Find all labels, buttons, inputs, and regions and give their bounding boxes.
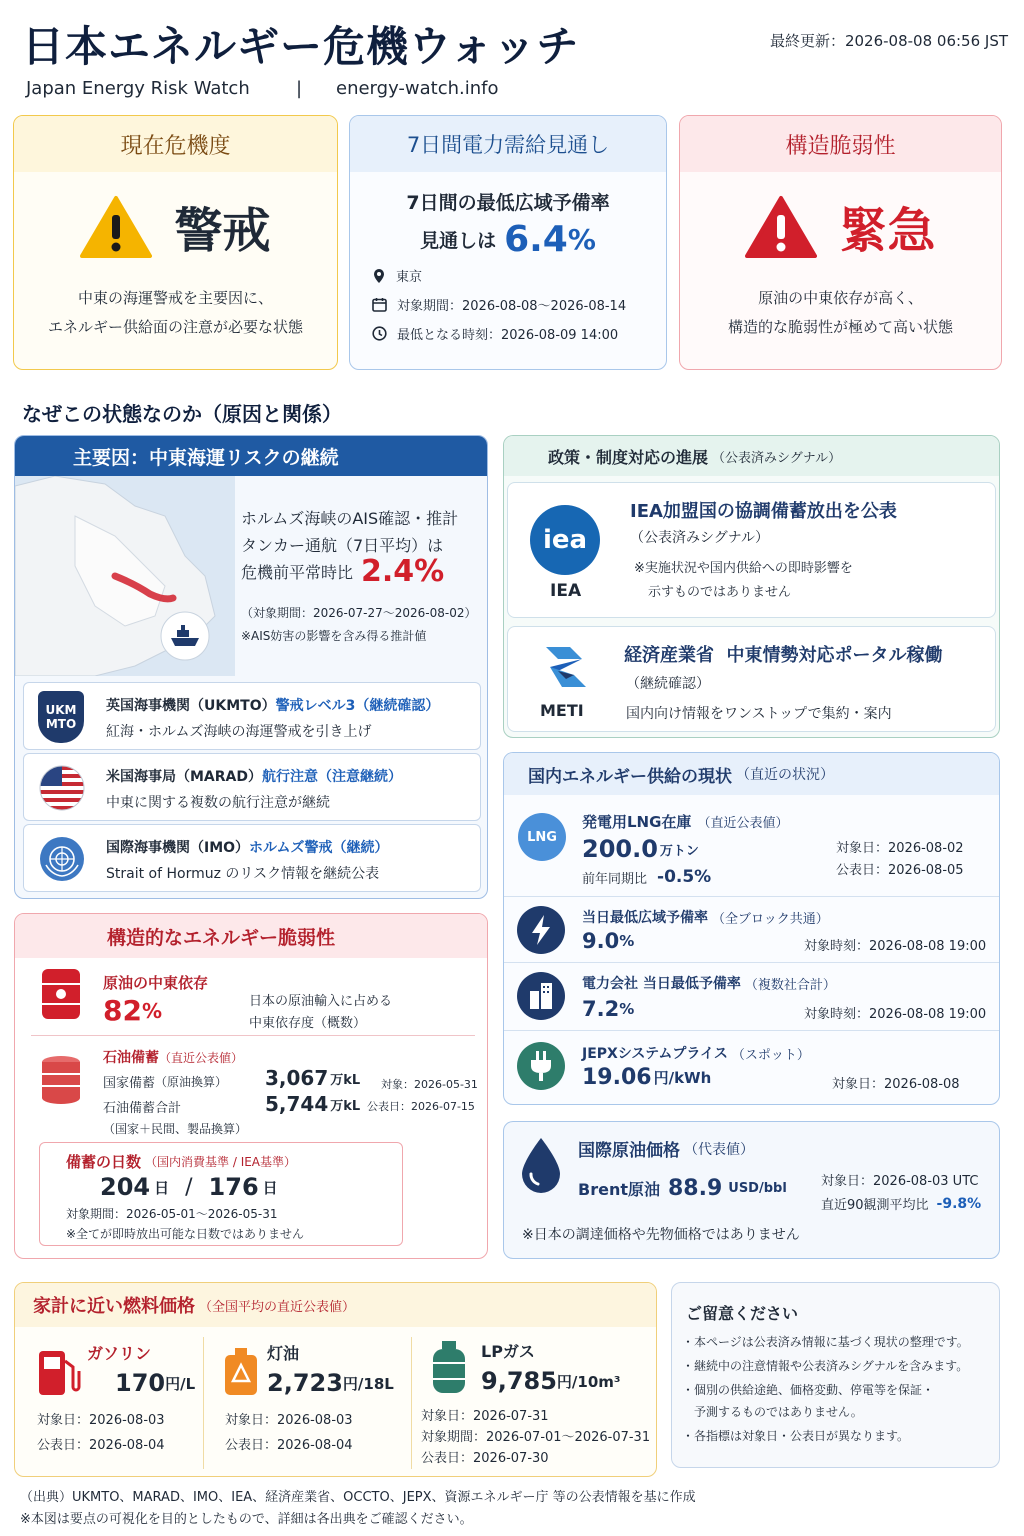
kerosene-can-icon bbox=[221, 1345, 261, 1397]
supply-period: 対象期間：2026-08-08〜2026-08-14 bbox=[397, 299, 627, 314]
reserve-days-note: （国内消費基準 / IEA基準） bbox=[145, 1155, 297, 1169]
reserve-days-unit-1: 日 bbox=[154, 1178, 170, 1197]
lp-gas-unit: 円/10m³ bbox=[556, 1372, 621, 1391]
notice-item-1: ・本ページは公表済み情報に基づく現状の整理です。 bbox=[682, 1335, 969, 1349]
domestic-header bbox=[504, 753, 999, 795]
meti-subtitle: （継続確認） bbox=[626, 676, 710, 692]
calendar-icon bbox=[372, 297, 387, 312]
brent-target-date: 対象日：2026-08-03 UTC bbox=[821, 1174, 979, 1189]
crude-price-panel bbox=[503, 1121, 1000, 1259]
page-subtitle: Japan Energy Risk Watch bbox=[26, 78, 250, 99]
alert-org-ukmto: 英国海事機関（UKMTO） bbox=[106, 698, 276, 714]
kerosene-value: 2,723 bbox=[267, 1369, 343, 1397]
reserve-days-label: 備蓄の日数 bbox=[66, 1153, 142, 1171]
notice-item-5: ・各指標は対象日・公表日が異なります。 bbox=[682, 1429, 910, 1443]
brent-avg-label: 直近90観測平均比 bbox=[821, 1198, 929, 1213]
supply-outlook-card bbox=[349, 115, 667, 370]
footer-note: ※本図は要点の可視化を目的としたもので、詳細は各出典をご確認ください。 bbox=[20, 1512, 473, 1527]
alert-item-marad[interactable] bbox=[23, 753, 481, 821]
main-factor-panel bbox=[14, 435, 488, 899]
meti-name: METI bbox=[540, 701, 584, 720]
wide-area-reserve-row bbox=[504, 897, 1000, 963]
dependence-desc-2: 中東依存度（概数） bbox=[249, 1016, 367, 1031]
reserve-days-box bbox=[39, 1142, 403, 1246]
jepx-unit: 円/kWh bbox=[653, 1069, 712, 1087]
lightning-icon bbox=[516, 905, 566, 955]
domestic-title-note: （直近の状況） bbox=[736, 767, 834, 783]
fuel-price-panel bbox=[14, 1282, 657, 1477]
national-reserve-label: 国家備蓄 bbox=[103, 1076, 156, 1091]
un-emblem-icon bbox=[38, 835, 86, 883]
lp-gas-period: 対象期間：2026-07-01〜2026-07-31 bbox=[421, 1430, 651, 1445]
reserve-label: 石油備蓄 bbox=[103, 1050, 159, 1066]
plug-icon bbox=[516, 1041, 566, 1091]
ship-icon bbox=[161, 612, 209, 660]
reserve-target-date: 対象：2026-05-31 bbox=[381, 1078, 478, 1091]
brent-unit: USD/bbl bbox=[728, 1181, 787, 1196]
lp-gas-value: 9,785 bbox=[481, 1367, 557, 1395]
why-heading: なぜこの状態なのか（原因と関係） bbox=[22, 402, 342, 426]
brent-avg-value: -9.8% bbox=[936, 1195, 982, 1212]
iea-subtitle: （公表済みシグナル） bbox=[630, 530, 770, 546]
total-reserve-unit: 万kL bbox=[330, 1098, 361, 1114]
alert-org-marad: 米国海事局（MARAD） bbox=[106, 769, 263, 785]
alert-status-imo: ホルムズ警戒（継続） bbox=[249, 840, 389, 856]
reserve-days-slash: / bbox=[185, 1174, 193, 1200]
lng-unit: 万トン bbox=[659, 843, 699, 859]
gasoline-name: ガソリン bbox=[87, 1344, 152, 1363]
footer-source: （出典）UKMTO、MARAD、IMO、IEA、経済産業省、OCCTO、JEPX、資源エネルギー庁 等の公表情報を基に作成 bbox=[20, 1490, 696, 1505]
policy-title-note: （公表済みシグナル） bbox=[712, 450, 842, 466]
alert-desc-ukmto: 紅海・ホルムズ海峡の海運警戒を引き上げ bbox=[106, 724, 372, 740]
iea-card[interactable] bbox=[507, 482, 996, 618]
supply-lowest-time: 最低となる時刻：2026-08-09 14:00 bbox=[397, 328, 619, 343]
notice-title: ご留意ください bbox=[686, 1304, 799, 1323]
utility-reserve-value: 7.2 bbox=[582, 997, 620, 1021]
supply-line-2: 見通しは bbox=[420, 230, 497, 252]
domestic-supply-panel bbox=[503, 752, 1000, 1105]
jepx-value: 19.06 bbox=[582, 1065, 652, 1090]
utility-reserve-label: 電力会社 当日最低予備率 bbox=[582, 976, 741, 992]
dependence-unit: % bbox=[141, 998, 163, 1023]
utility-reserve-time: 対象時刻：2026-08-08 19:00 bbox=[804, 1007, 987, 1022]
reserve-label-note: （直近公表値） bbox=[159, 1050, 244, 1065]
lp-gas-name: LPガス bbox=[481, 1342, 535, 1361]
fuel-title-note: （全国平均の直近公表値） bbox=[199, 1299, 356, 1315]
supply-card-header bbox=[350, 116, 666, 172]
gas-pump-icon bbox=[35, 1345, 81, 1399]
main-factor-header bbox=[15, 436, 487, 476]
policy-panel bbox=[503, 435, 1000, 738]
policy-title: 政策・制度対応の進展 bbox=[548, 447, 709, 467]
building-icon bbox=[516, 971, 566, 1021]
lng-target-date: 対象日：2026-08-02 bbox=[836, 841, 964, 856]
reserve-days-period: 対象期間：2026-05-01〜2026-05-31 bbox=[66, 1207, 278, 1221]
alert-desc-marad: 中東に関する複数の航行注意が継続 bbox=[106, 795, 330, 811]
national-reserve-value: 3,067 bbox=[265, 1066, 329, 1090]
alert-desc-imo: Strait of Hormuz のリスク情報を継続公表 bbox=[106, 866, 380, 882]
wide-reserve-note: （全ブロック共通） bbox=[712, 911, 829, 927]
wide-reserve-value: 9.0 bbox=[582, 929, 620, 953]
wide-reserve-time: 対象時刻：2026-08-08 19:00 bbox=[804, 939, 987, 954]
crude-title-note: （代表値） bbox=[684, 1141, 754, 1158]
dependence-desc-1: 日本の原油輸入に占める bbox=[249, 994, 393, 1009]
notice-item-3: ・個別の供給途絶、価格変動、停電等を保証・ bbox=[682, 1383, 935, 1397]
supply-line-1: 7日間の最低広域予備率 bbox=[406, 192, 610, 214]
alert-org-imo: 国際海事機関（IMO） bbox=[106, 840, 250, 856]
vulnerability-panel bbox=[14, 913, 488, 1259]
lp-gas-target-date: 対象日：2026-07-31 bbox=[421, 1409, 549, 1424]
gasoline-value: 170 bbox=[115, 1369, 166, 1397]
utility-reserve-unit: % bbox=[619, 1000, 635, 1018]
vulnerability-title: 構造的なエネルギー脆弱性 bbox=[107, 926, 336, 949]
alert-item-ukmto[interactable] bbox=[23, 682, 481, 750]
national-reserve-note: （原油換算） bbox=[155, 1075, 228, 1089]
fuel-title: 家計に近い燃料価格 bbox=[33, 1296, 195, 1317]
alert-status-ukmto: 警戒レベル3（継続確認） bbox=[275, 698, 440, 714]
gasoline-published-date: 公表日：2026-08-04 bbox=[37, 1438, 165, 1453]
crisis-desc-2: エネルギー供給面の注意が必要な状態 bbox=[47, 318, 303, 336]
reserve-days-unit-2: 日 bbox=[262, 1178, 278, 1197]
notice-panel bbox=[671, 1282, 1000, 1468]
brent-note: ※日本の調達価格や先物価格ではありません bbox=[522, 1227, 800, 1243]
reserve-days-iea: 176 bbox=[208, 1173, 259, 1201]
jepx-label: JEPXシステムプライス bbox=[582, 1046, 728, 1062]
us-flag-icon bbox=[38, 764, 86, 812]
meti-headline: 経済産業省 中東情勢対応ポータル稼働 bbox=[624, 645, 943, 666]
wide-reserve-unit: % bbox=[619, 932, 635, 950]
reserve-published-date: 公表日：2026-07-15 bbox=[367, 1100, 475, 1113]
storage-tank-icon bbox=[39, 1054, 83, 1104]
dependence-label: 原油の中東依存 bbox=[103, 974, 209, 992]
crude-title: 国際原油価格 bbox=[578, 1141, 680, 1161]
meti-card[interactable] bbox=[507, 626, 996, 732]
jepx-row bbox=[504, 1031, 1000, 1103]
oil-barrel-icon bbox=[39, 966, 83, 1022]
iea-headline: IEA加盟国の協調備蓄放出を公表 bbox=[630, 501, 897, 522]
supply-area: 東京 bbox=[396, 270, 423, 285]
brent-label: Brent原油 bbox=[578, 1180, 660, 1199]
jepx-target-date: 対象日：2026-08-08 bbox=[832, 1077, 960, 1092]
national-reserve-unit: 万kL bbox=[330, 1072, 361, 1088]
lng-value: 200.0 bbox=[582, 835, 658, 863]
lng-row bbox=[504, 797, 1000, 897]
fuel-header bbox=[15, 1283, 656, 1327]
header-separator: | bbox=[296, 78, 303, 99]
page-title: 日本エネルギー危機ウォッチ bbox=[22, 22, 580, 71]
vulnerability-header bbox=[15, 914, 487, 958]
iea-logo-icon: iea bbox=[530, 505, 600, 575]
gasoline-unit: 円/L bbox=[165, 1374, 196, 1393]
crisis-level-value: 警戒 bbox=[174, 203, 271, 259]
notice-item-4: 予測するものではありません。 bbox=[682, 1405, 863, 1419]
kerosene-unit: 円/18L bbox=[342, 1374, 394, 1393]
supply-reserve-value: 6.4 bbox=[504, 219, 568, 260]
danger-warning-icon bbox=[745, 195, 817, 259]
total-reserve-label: 石油備蓄合計 bbox=[103, 1101, 182, 1116]
brent-value: 88.9 bbox=[667, 1176, 723, 1201]
supply-reserve-unit: % bbox=[567, 223, 596, 256]
tanker-period: （対象期間：2026-07-27〜2026-08-02） bbox=[241, 606, 477, 620]
reserve-days-caveat: ※全てが即時放出可能な日数ではありません bbox=[66, 1227, 305, 1241]
ukmto-shield-icon: UKM MTO bbox=[38, 691, 84, 743]
structural-card-header bbox=[680, 116, 1001, 172]
lp-gas-cylinder-icon bbox=[429, 1339, 469, 1395]
tanker-text-3: 危機前平常時比 bbox=[241, 563, 354, 582]
wide-reserve-label: 当日最低広域予備率 bbox=[582, 910, 708, 926]
tanker-ratio-value: 2.4% bbox=[361, 554, 445, 589]
total-reserve-note: （国家＋民間、製品換算） bbox=[103, 1122, 248, 1136]
jepx-label-note: （スポット） bbox=[731, 1047, 810, 1063]
iea-note-1: ※実施状況や国内供給への即時影響を bbox=[634, 561, 853, 576]
oil-drop-icon bbox=[518, 1136, 564, 1194]
kerosene-published-date: 公表日：2026-08-04 bbox=[225, 1438, 353, 1453]
total-reserve-value: 5,744 bbox=[265, 1092, 329, 1116]
structural-card-title: 構造脆弱性 bbox=[785, 133, 896, 159]
lng-yoy-label: 前年同期比 bbox=[582, 871, 648, 887]
location-pin-icon bbox=[372, 268, 386, 284]
domestic-title: 国内エネルギー供給の現状 bbox=[528, 766, 732, 787]
crisis-level-card bbox=[13, 115, 338, 370]
crisis-desc-1: 中東の海運警戒を主要因に、 bbox=[77, 289, 273, 307]
crisis-card-header bbox=[14, 116, 337, 172]
structural-desc-1: 原油の中東依存が高く、 bbox=[758, 289, 923, 307]
notice-item-2: ・継続中の注意情報や公表済みシグナルを含みます。 bbox=[682, 1359, 969, 1373]
structural-desc-2: 構造的な脆弱性が極めて高い状態 bbox=[727, 318, 953, 336]
tanker-text-2: タンカー通航（7日平均）は bbox=[241, 536, 444, 555]
supply-card-title: 7日間電力需給見通し bbox=[406, 133, 610, 157]
kerosene-target-date: 対象日：2026-08-03 bbox=[225, 1413, 353, 1428]
lng-published-date: 公表日：2026-08-05 bbox=[836, 863, 964, 878]
main-factor-title: 主要因：中東海運リスクの継続 bbox=[73, 446, 339, 469]
meti-description: 国内向け情報をワンストップで集約・案内 bbox=[626, 706, 892, 722]
clock-icon bbox=[372, 326, 387, 341]
tanker-note: ※AIS妨害の影響を含み得る推計値 bbox=[241, 629, 427, 643]
dependence-value: 82 bbox=[103, 994, 142, 1027]
alert-status-marad: 航行注意（注意継続） bbox=[262, 769, 403, 785]
utility-reserve-row bbox=[504, 963, 1000, 1031]
iea-note-2: 示すものではありません bbox=[648, 585, 792, 600]
warning-icon bbox=[80, 195, 152, 259]
meti-logo-icon bbox=[540, 641, 592, 693]
tanker-text-1: ホルムズ海峡のAIS確認・推計 bbox=[241, 509, 459, 528]
iea-name: IEA bbox=[550, 581, 582, 601]
structural-vulnerability-card bbox=[679, 115, 1002, 370]
alert-item-imo[interactable] bbox=[23, 824, 481, 892]
policy-header bbox=[504, 436, 999, 476]
reserve-days-domestic: 204 bbox=[100, 1173, 151, 1201]
kerosene-name: 灯油 bbox=[267, 1344, 300, 1363]
site-link[interactable]: energy-watch.info bbox=[336, 78, 499, 99]
crisis-card-title: 現在危機度 bbox=[120, 133, 231, 159]
utility-reserve-note: （複数社合計） bbox=[744, 977, 836, 993]
lng-label: 発電用LNG在庫 bbox=[582, 813, 692, 831]
gasoline-target-date: 対象日：2026-08-03 bbox=[37, 1413, 165, 1428]
lng-yoy-value: -0.5% bbox=[657, 867, 712, 887]
lp-gas-published-date: 公表日：2026-07-30 bbox=[421, 1451, 549, 1466]
lng-icon: LNG bbox=[518, 813, 566, 861]
structural-level-value: 緊急 bbox=[839, 203, 936, 259]
lng-label-note: （直近公表値） bbox=[697, 816, 789, 831]
last-updated: 最終更新：2026-08-08 06:56 JST bbox=[769, 32, 1008, 50]
